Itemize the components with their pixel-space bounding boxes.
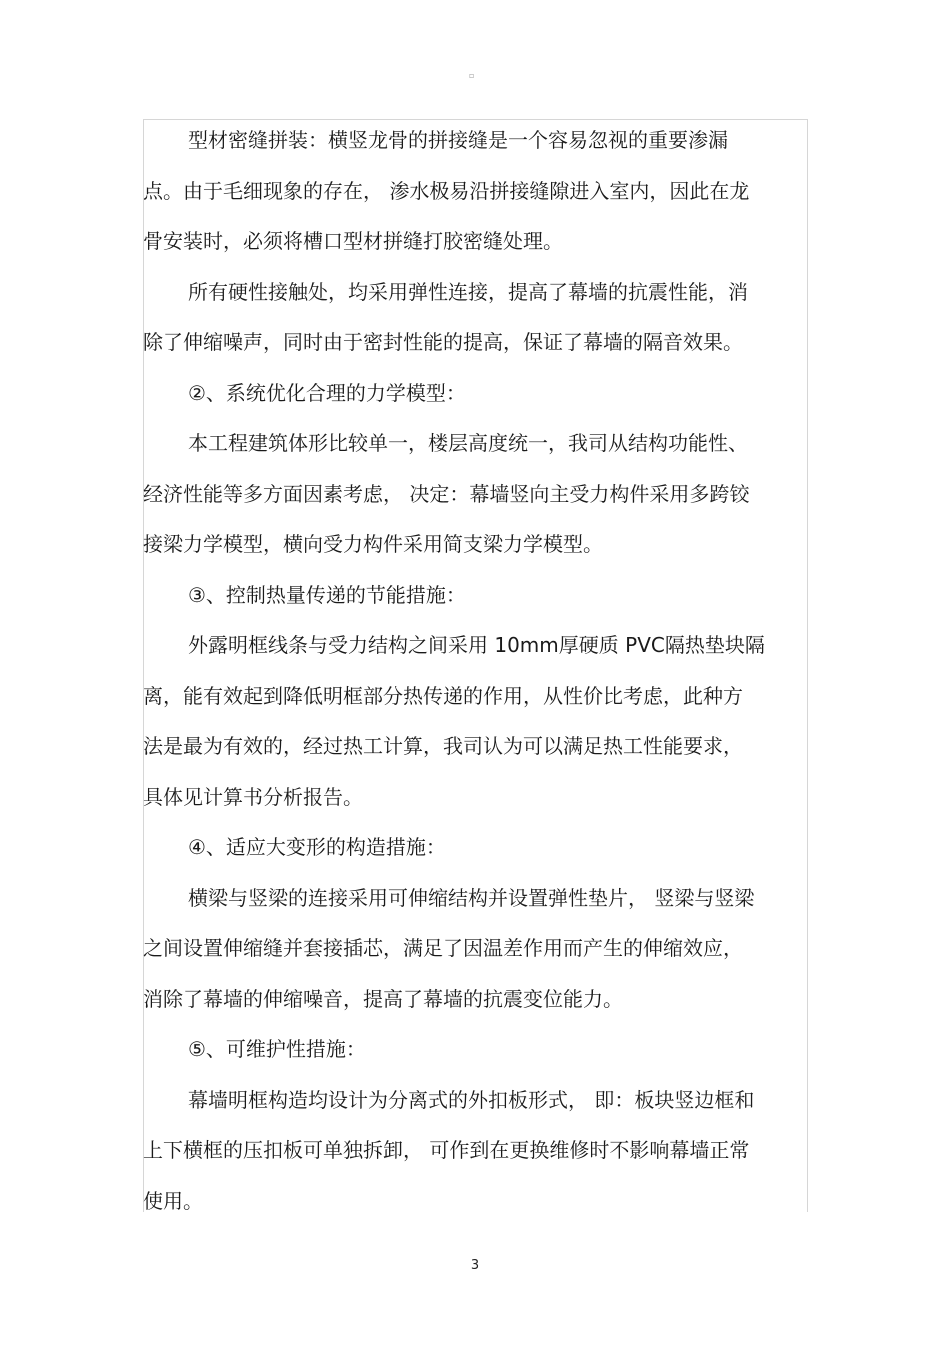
section-heading: ⑤、可维护性措施：	[188, 1037, 366, 1061]
text-line: 上下横框的压扣板可单独拆卸， 可作到在更换维修时不影响幕墙正常	[143, 1138, 750, 1162]
text-line: 使用。	[143, 1188, 203, 1213]
text-line: 骨安装时，必须将槽口型材拼缝打胶密缝处理。	[143, 229, 563, 253]
text-line: 横梁与竖梁的连接采用可伸缩结构并设置弹性垫片， 竖梁与竖梁	[188, 885, 755, 910]
text-line: 外露明框线条与受力结构之间采用 10mm厚硬质 PVC隔热垫块隔	[188, 633, 765, 657]
text-line: 经济性能等多方面因素考虑， 决定：幕墙竖向主受力构件采用多跨铰	[143, 481, 750, 506]
text-line: 消除了幕墙的伸缩噪音，提高了幕墙的抗震变位能力。	[143, 986, 623, 1011]
text-line: 除了伸缩噪声，同时由于密封性能的提高，保证了幕墙的隔音效果。	[143, 330, 743, 354]
text-line: 法是最为有效的，经过热工计算，我司认为可以满足热工性能要求，	[143, 734, 743, 758]
document-body	[143, 122, 803, 1233]
page-number: 3	[470, 1258, 480, 1273]
text-line: 本工程建筑体形比较单一，楼层高度统一，我司从结构功能性、	[188, 431, 748, 455]
text-line: 幕墙明框构造均设计为分离式的外扣板形式， 即：板块竖边框和	[188, 1087, 755, 1112]
header-mark: ▫	[469, 71, 475, 80]
text-line: 具体见计算书分析报告。	[143, 784, 363, 809]
section-heading: ③、控制热量传递的节能措施：	[188, 582, 466, 607]
text-line: 离，能有效起到降低明框部分热传递的作用，从性价比考虑，此种方	[143, 683, 743, 708]
text-line: 之间设置伸缩缝并套接插芯，满足了因温差作用而产生的伸缩效应，	[143, 936, 743, 960]
text-line: 所有硬性接触处，均采用弹性连接，提高了幕墙的抗震性能，消	[188, 279, 748, 304]
text-line: 点。由于毛细现象的存在， 渗水极易沿拼接缝隙进入室内，因此在龙	[143, 178, 750, 203]
section-heading: ④、适应大变形的构造措施：	[188, 835, 446, 859]
text-line: 接梁力学模型，横向受力构件采用简支梁力学模型。	[143, 532, 603, 556]
section-heading: ②、系统优化合理的力学模型：	[188, 380, 466, 405]
text-line: 型材密缝拼装：横竖龙骨的拼接缝是一个容易忽视的重要渗漏	[188, 128, 728, 152]
